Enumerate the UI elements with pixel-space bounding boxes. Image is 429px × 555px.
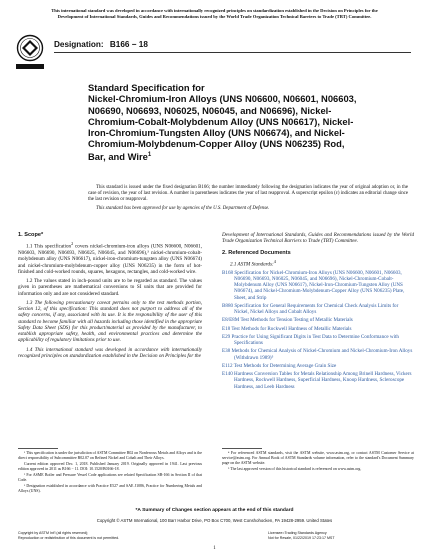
license-line: Not for Resale, 01/22/2019 17:23:17 MST xyxy=(268,535,335,540)
reference-title[interactable]: Hardness Conversion Tables for Metals Relationship Among Brinell Hardness, Vickers Hardness, Rockwell Hardness, Superficial Hardness, Knoop Hardness, Scleroscope Hardness, and Leeb Hardness xyxy=(234,371,412,390)
reference-code[interactable]: E112 xyxy=(222,362,233,369)
copyright-line: Copyright © ASTM International, 100 Barr Harbor Drive, PO Box C700, West Conshohocken, PA 19428-2959. United States xyxy=(96,518,333,523)
footnote: ³ Designation established in accordance with Practice E527 and SAE J1086, Practice for Numbering Metals and Alloys (UNS). xyxy=(18,484,202,494)
reference-title[interactable]: Specification for Nickel-Chromium-Iron Alloys (UNS N06600, N06601, N06603, N06690, N06693, N06025, N06045, and N06696), Nickel-Chromium-Cobalt-Molybdenum Alloy (UNS N06617), Nickel-Iron-Chromium-Tungsten Alloy (UNS N06674), and Nickel-Chromium-Molybdenum-Copper Alloy (UNS N06235) Plate, Sheet, and Strip xyxy=(234,269,405,301)
title-line: Chromium-Cobalt-Molybdenum Alloy (UNS N06617), Nickel- xyxy=(88,115,354,127)
reference-item[interactable] xyxy=(222,317,414,323)
footnote: ² For ASME Boiler and Pressure Vessel Code applications see related Specification SB-166 in Section II of that Code. xyxy=(18,473,202,482)
wto-notice-line-1: This international standard was developed in accordance with internationally recognized principles on standardization established in the Decision on Principles for the xyxy=(51,8,378,13)
astm-standards-subheading xyxy=(222,259,414,268)
astm-logo-icon xyxy=(14,34,46,72)
clause-1-3: 1.3 The following precautionary caveat pertains only to the test methods portion, Section 12, of this specification: This standard does not purport to address all of the safety concerns, if any, associated with its use. It is the responsibility of the user of this standard to become familiar with all hazards including those identified in the appropriate Safety Data Sheet (SDS) for this product/material as provided by the manufacturer, to establish appropriate safety, health, and environmental practices and determine the applicability of regulatory limitations prior to use. xyxy=(18,299,202,344)
section-heading-scope: 1. Scope* xyxy=(18,232,44,238)
reference-title[interactable]: Test Methods for Rockwell Hardness of Metallic Materials xyxy=(231,325,352,332)
clause-1-1-text: covers nickel-chromium-iron alloys (UNS N06600, N06601, N06603, N06690, N06693, N06025, N06045, and N06696),³ nickel-chromium-cobalt-molybdenum alloy (UNS N06617), nickel-iron-chromium-tungsten alloy (UNS N06674) and nickel-chromium-molybdenum-copper alloy (UNS N06235) in the form of hot-finished and cold-worked rounds, squares, hexagons, rectangles, and cold-worked wire. xyxy=(18,243,202,275)
reference-code[interactable]: E29 xyxy=(222,333,231,340)
license-line: Licensee=Trading Standards Agency xyxy=(268,531,327,535)
reference-title[interactable]: Specification for General Requirements for Chemical Check Analysis Limits for Nickel, Nickel Alloys and Cobalt Alloys xyxy=(234,302,399,316)
clause-1-2: 1.2 The values stated in inch-pound units are to be regarded as standard. The values given in parentheses are mathematical conversions to SI units that are provided for information only and are not considered standard. xyxy=(18,278,202,297)
clause-1-1 xyxy=(18,241,202,275)
title-line: Bar, and Wire xyxy=(88,150,148,162)
footnote-mark: 2 xyxy=(71,241,74,247)
reference-item[interactable] xyxy=(222,270,414,301)
dod-approval-note: This standard has been approved for use by agencies of the U.S. Department of Defense. xyxy=(96,206,270,212)
title-line: Iron-Chromium-Tungsten Alloy (UNS N06674), and Nickel- xyxy=(88,127,345,139)
reference-code[interactable]: B168 xyxy=(222,269,234,276)
reference-code[interactable]: E18 xyxy=(222,325,231,332)
footnote: ¹ This specification is under the jurisdiction of ASTM Committee B02 on Nonferrous Metals and Alloys and is the direct responsibility of Subcommittee B02.07 on Refined Nickel and Cobalt and Their Alloys. xyxy=(18,451,202,460)
title-line-last xyxy=(88,150,398,162)
title-line: Chromium-Molybdenum-Copper Alloy (UNS N06235) Rod, xyxy=(88,138,345,150)
header-rule xyxy=(54,52,411,53)
issuance-paragraph: This standard is issued under the fixed designation B166; the number immediately following the designation indicates the year of original adoption or, in the case of revision, the year of last revision. A number in parentheses indicates the year of last reapproval. A superscript epsilon (ε) indicates an editorial change since the last revision or reapproval. xyxy=(88,185,408,203)
reference-code[interactable]: E38 xyxy=(222,348,231,355)
clause-1-1-lead: 1.1 This specification xyxy=(26,243,72,250)
section-heading-references: 2. Referenced Documents xyxy=(222,249,291,256)
left-column xyxy=(18,232,202,362)
page-number: 1 xyxy=(213,546,216,551)
reference-item[interactable] xyxy=(222,303,414,316)
reference-item[interactable] xyxy=(222,348,414,361)
reference-list xyxy=(222,270,414,390)
reference-title[interactable]: Methods for Chemical Analysis of Nickel-Chromium and Nickel-Chromium-Iron Alloys (Withdrawn 1989)⁵ xyxy=(231,348,413,361)
footnote-mark: 4 xyxy=(273,258,276,264)
reference-item[interactable] xyxy=(222,326,414,332)
reference-item[interactable] xyxy=(222,371,414,390)
clause-1-4-continued: Development of International Standards, Guides and Recommendations issued by the World Trade Organization Technical Barriers to Trade (TBT) Committee. xyxy=(222,232,414,245)
document-title xyxy=(88,82,398,162)
right-column xyxy=(222,232,414,392)
license-notice-right xyxy=(268,531,416,540)
summary-of-changes-note: *A Summary of Changes section appears at the end of this standard xyxy=(135,508,294,513)
title-footnote-mark: 1 xyxy=(147,151,152,158)
designation xyxy=(54,40,148,49)
reference-code[interactable]: E8/E8M xyxy=(222,317,240,324)
footnote: Current edition approved Dec. 1, 2018. Published January 2019. Originally approved in 1941. Last previous edition approved in 2011 as B166 − 11. DOI: 10.1520/B0166-18. xyxy=(18,462,202,471)
reference-item[interactable] xyxy=(222,334,414,347)
footnotes-left xyxy=(18,451,202,495)
reference-title[interactable]: Test Methods for Determining Average Grain Size xyxy=(233,362,337,369)
title-line: Nickel-Chromium-Iron Alloys (UNS N06600, N06601, N06603, xyxy=(88,93,357,105)
title-line: Standard Specification for xyxy=(88,82,205,93)
footnote: ⁵ The last approved version of this historical standard is referenced on www.astm.org. xyxy=(228,466,362,471)
footnote-rule-right xyxy=(222,448,262,449)
designation-value: B166 − 18 xyxy=(109,40,148,49)
license-line: Reproduction or redistribution of this document is not permitted. xyxy=(18,535,120,540)
issuance-note xyxy=(88,185,408,212)
footnote-rule-left xyxy=(18,448,58,449)
reference-code[interactable]: B880 xyxy=(222,302,234,309)
footnote: ⁴ For referenced ASTM standards, visit the ASTM website, www.astm.org, or contact ASTM Customer Service at service@astm.org. For Annual Book of ASTM Standards volume information, refer to the standard's Document Summary page on the ASTM website. xyxy=(222,451,414,465)
clause-1-4: 1.4 This international standard was developed in accordance with internationally recognized principles on standardization established in the Decision on Principles for the xyxy=(18,346,202,359)
reference-title[interactable]: Practice for Using Significant Digits in Test Data to Determine Conformance with Specifications xyxy=(231,333,399,347)
license-notice-left xyxy=(18,531,168,540)
wto-notice-line-2: Development of International Standards, Guides and Recommendations issued by the World Trade Organization Technical Barriers to Trade (TBT) Committee. xyxy=(57,13,372,19)
reference-code[interactable]: E140 xyxy=(222,371,233,378)
wto-notice xyxy=(18,8,411,19)
astm-standards-label: 2.1 ASTM Standards: xyxy=(230,261,274,268)
footnotes-right xyxy=(222,451,414,473)
reference-item[interactable] xyxy=(222,363,414,369)
license-line: Copyright by ASTM Int'l (all rights reserved); xyxy=(18,531,89,535)
title-line: N06690, N06693, N06025, N06045, and N06696), Nickel- xyxy=(88,104,332,116)
reference-title[interactable]: Test Methods for Tension Testing of Metallic Materials xyxy=(240,317,353,324)
designation-label: Designation: xyxy=(54,40,104,49)
